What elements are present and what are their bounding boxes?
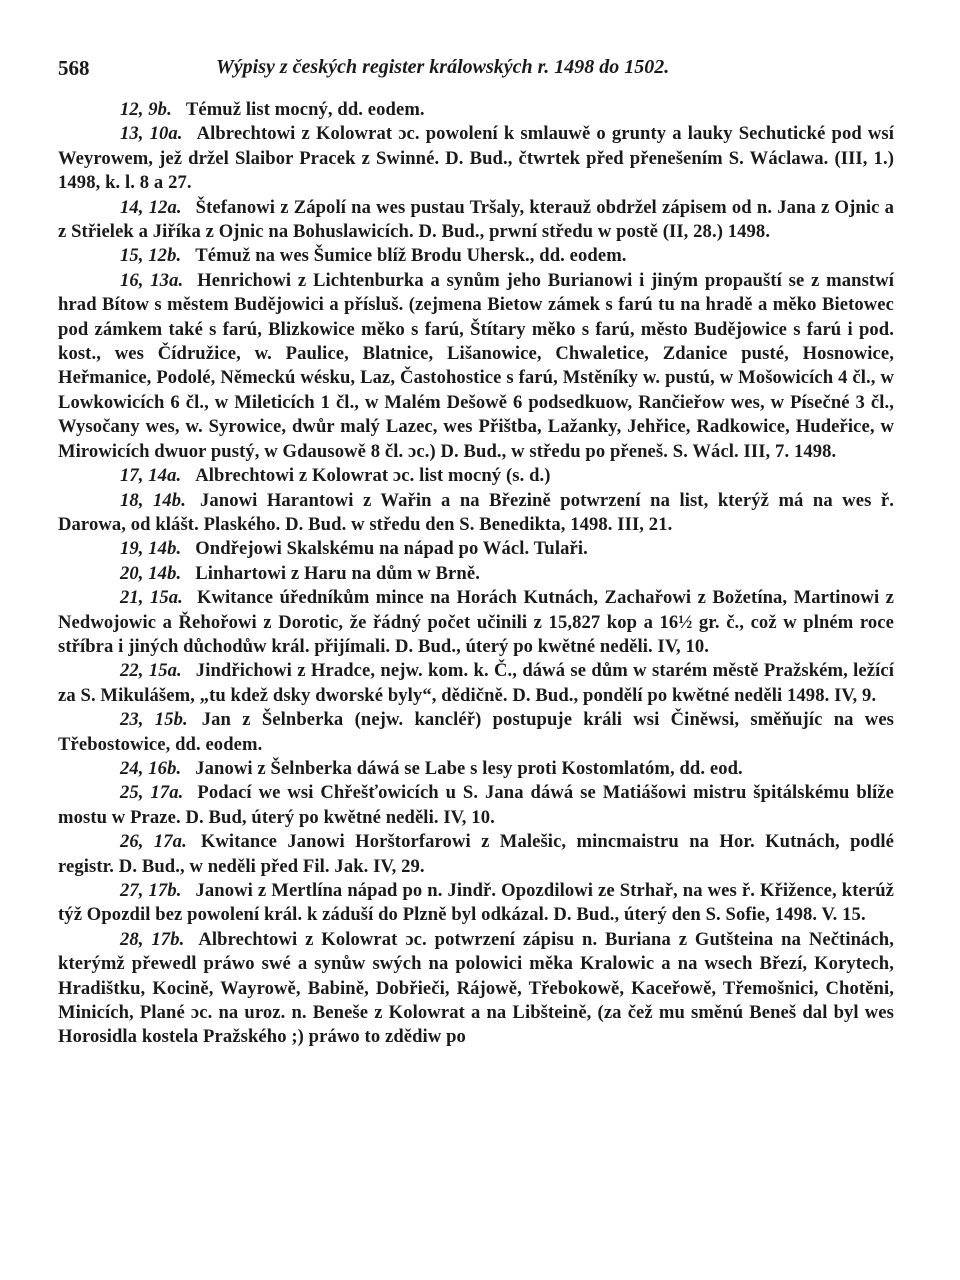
entry-number: 19, 14b. [120, 538, 182, 560]
entry-text: Jan z Šelnberka (nejw. kancléř) postupuje králi wsi Činěwsi, směňujíc na wes Třebostowice, dd. eodem. [58, 709, 895, 755]
register-entry [58, 98, 894, 122]
entry-number: 21, 15a. [120, 587, 183, 609]
entry-number: 22, 15a. [120, 660, 182, 682]
register-entry [58, 489, 894, 538]
register-entry [58, 562, 894, 586]
entry-number: 13, 10a. [120, 123, 183, 145]
register-entry [58, 928, 894, 1050]
register-entry [58, 879, 894, 928]
entry-text: Podací we wsi Chřešťowicích u S. Jana dáwá se Matiášowi mistru špitálskému blíže mostu w Praze. D. Bud, úterý po kwětné neděli. IV, 10. [58, 782, 895, 828]
entry-number: 18, 14b. [120, 489, 186, 511]
register-entry [58, 244, 894, 268]
entry-text: Kwitance Janowi Horštorfarowi z Malešic, mincmaistru na Hor. Kutnách, podlé registr. D. Bud., w neděli před Fil. Jak. IV, 29. [58, 831, 895, 877]
register-entry [58, 586, 894, 659]
entry-number: 15, 12b. [120, 245, 182, 267]
entry-text: Albrechtowi z Kolowrat ɔc. list mocný (s. d.) [195, 465, 551, 487]
entry-number: 28, 17b. [120, 928, 185, 950]
entry-text: Henrichowi z Lichtenburka a synům jeho Burianowi i jiným propauští se z manstwí hrad Bítow s městem Budějowici a přísluš. (zejmena Bietow zámek s farú tu na hradě a měko Bietowec pod zámkem také s farú, Blizkowice měko s farú, Štítary měko s farú, město Budějowice s farú i pod. kost., wes Čídružice, w. Paulice, Blatnice, Lišanowice, Chwaletice, Zdanice pusté, Hosnowice, Heřmanice, Podolé, Německú wésku, Laz, Častohostice s farú, Mstěníky w. pustú, w Mošowicích 4 čl., w Lowkowicích 6 čl., w Mileticích 1 čl., w Malém Dešowě 6 podsedkuow, Rančieřow wes, w Písečné 3 čl., Wysočany wes, w. Syrowice, dwůr malý Lazec, wes Přištba, Lažanky, Jehřice, Radkowice, Hudeřice, w Mirowicích dwuor pustý, w Gdausowě 8 čl. ɔc.) D. Bud., w středu po přeneš. S. Wácl. III, 7. 1498. [58, 269, 895, 462]
register-entry [58, 708, 894, 757]
entry-text: Albrechtowi z Kolowrat ɔc. potwrzení zápisu n. Buriana z Gutšteina na Nečtinách, kterýmž přewedl práwo swé a synůw swých na polowici měka Kralowic a na wsech Březí, Korytech, Hradištku, Kocině, Wayrowě, Babině, Dobřieči, Rájowě, Třebokowě, Kaceřowě, Třemošnici, Chotěni, Minicích, Plané ɔc. na uroz. n. Beneše z Kolowrat a na Libšteině, (za čež mu směnú Beneš dal byl wes Horosidla kostela Pražského ;) práwo to zdědiw po [58, 928, 894, 1048]
entry-text: Albrechtowi z Kolowrat ɔc. powolení k smlauwě o grunty a lauky Sechutické pod wsí Weyrowem, jež držel Slaibor Pracek z Swinné. D. Bud., čtwrtek před přenešením S. Wáclawa. (III, 1.) 1498, k. l. 8 a 27. [58, 123, 894, 194]
entry-number: 24, 16b. [120, 757, 182, 779]
register-entry [58, 757, 894, 781]
register-entry [58, 196, 894, 245]
register-entry [58, 659, 894, 708]
register-entry [58, 781, 894, 830]
entry-number: 23, 15b. [120, 709, 188, 731]
page-number: 568 [58, 56, 90, 80]
entry-number: 26, 17a. [120, 831, 187, 853]
register-entry [58, 122, 894, 195]
entry-number: 20, 14b. [120, 562, 182, 584]
entry-text: Kwitance úředníkům mince na Horách Kutnách, Zachařowi z Božetína, Martinowi z Nedwojowic a Řehořowi z Dorotic, že řádný počet učinili z 15,827 kop a 16½ gr. č., což w plném roce stříbra i jiných důchodůw král. přijímali. D. Bud., úterý po kwětné neděli. IV, 10. [58, 587, 895, 657]
entry-number: 14, 12a. [120, 196, 182, 218]
entry-number: 17, 14a. [120, 465, 182, 487]
entry-text: Janowi z Mertlína nápad po n. Jindř. Opozdilowi ze Strhař, na wes ř. Křižence, kterúž týž Opozdil bez powolení král. k záduší do Plzně byl odkázal. D. Bud., úterý den S. Sofie, 1498. V. 15. [58, 880, 894, 926]
entry-number: 27, 17b. [120, 880, 182, 901]
register-entry [58, 269, 894, 464]
running-title: Wýpisy z českých register králowských r. 1498 do 1502. [216, 56, 670, 78]
entry-number: 16, 13a. [120, 269, 184, 291]
entry-text: Linhartowi z Haru na dům w Brně. [195, 562, 480, 584]
entry-number: 25, 17a. [120, 782, 184, 804]
register-entry [58, 464, 894, 488]
entry-text: Janowi Harantowi z Wařin a na Březině potwrzení na list, kterýž má na wes ř. Darowa, od klášt. Plaského. D. Bud. w středu den S. Benedikta, 1498. III, 21. [58, 489, 895, 535]
entry-text: Témuž list mocný, dd. eodem. [185, 99, 425, 120]
entry-text: Janowi z Šelnberka dáwá se Labe s lesy proti Kostomlatóm, dd. eod. [195, 757, 743, 779]
entry-text: Ondřejowi Skalskému na nápad po Wácl. Tulaři. [195, 538, 588, 560]
entry-text: Jindřichowi z Hradce, nejw. kom. k. Č., dáwá se dům w starém městě Pražském, ležící za S. Mikulášem, „tu kdež dsky dworské byly“, dědičně. D. Bud., pondělí po kwětné neděli 1498. IV, 9. [58, 660, 895, 706]
entry-text: Štefanowi z Zápolí na wes pustau Tršaly, kterauž obdržel zápisem od n. Jana z Ojnic a z Střielek a Jiříka z Ojnic na Bohuslawicích. D. Bud., prwní středu w postě (II, 28.) 1498. [58, 196, 894, 243]
entry-number: 12, 9b. [120, 99, 172, 120]
page-header [58, 56, 896, 86]
entry-text: Témuž na wes Šumice blíž Brodu Uhersk., dd. eodem. [195, 245, 627, 267]
register-entry [58, 537, 894, 561]
register-entry [58, 830, 894, 879]
entries-body [58, 98, 894, 1050]
